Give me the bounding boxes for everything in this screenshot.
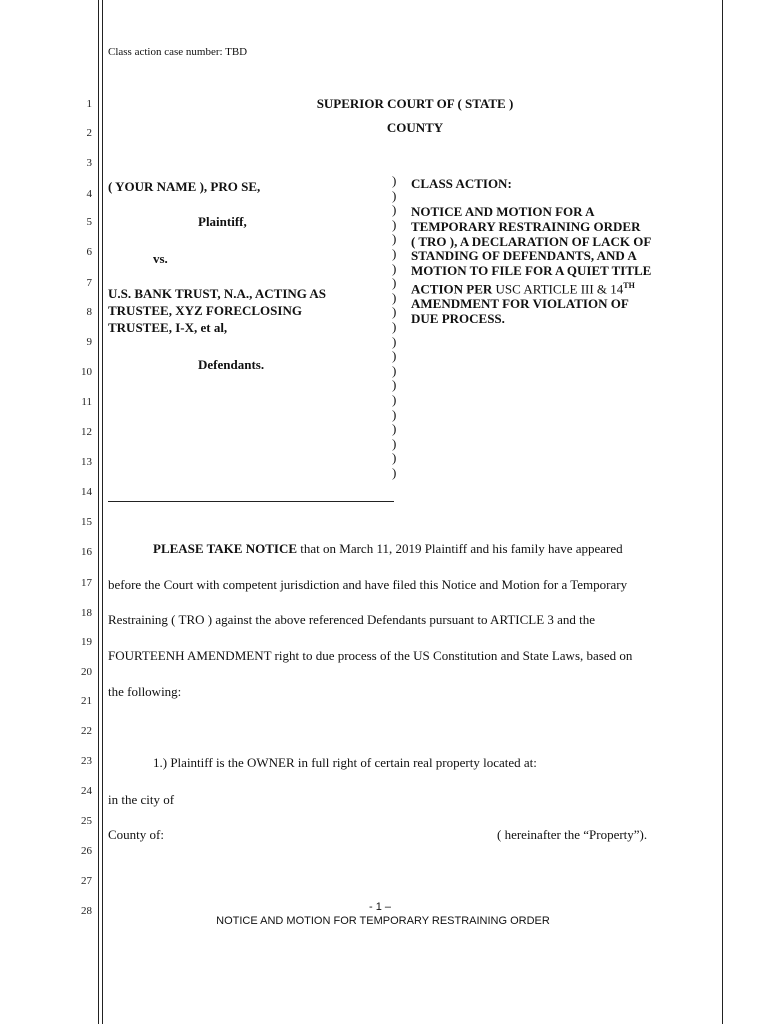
caption-paren: ): [392, 216, 397, 232]
caption-paren: ): [392, 275, 397, 291]
vs-label: vs.: [153, 251, 168, 266]
body-paragraph-line-1: [153, 541, 623, 557]
caption-paren: ): [392, 421, 397, 437]
line-number: 23: [81, 755, 92, 767]
caption-paren: ): [392, 260, 397, 276]
left-margin-rule-2: [102, 0, 103, 1024]
line-number: 11: [81, 396, 92, 408]
caption-divider: [108, 501, 394, 502]
line-number: 15: [81, 516, 92, 528]
line-number: 7: [86, 277, 92, 289]
left-margin-rule-1: [98, 0, 99, 1024]
line-number: 28: [81, 905, 92, 917]
line-number: 16: [81, 546, 92, 558]
item-1: 1.) Plaintiff is the OWNER in full right of certain real property located at:: [153, 755, 537, 770]
motion-title: [411, 205, 711, 327]
line-number: 2: [86, 127, 92, 139]
caption-paren: ): [392, 392, 397, 407]
defendant-line-2: TRUSTEE, XYZ FORECLOSING: [108, 303, 302, 318]
line-number: 6: [86, 246, 92, 258]
motion-title-line-7: AMENDMENT FOR VIOLATION OF: [411, 296, 629, 312]
line-number: 21: [81, 695, 92, 707]
caption-paren: ): [392, 348, 397, 364]
body-paragraph-line-3: Restraining ( TRO ) against the above referenced Defendants pursuant to ARTICLE 3 and the: [108, 612, 596, 627]
motion-title-line-5: MOTION TO FILE FOR A QUIET TITLE: [411, 263, 652, 279]
motion-title-line-6a: ACTION PER: [411, 281, 496, 297]
body-paragraph-line-4: FOURTEENH AMENDMENT right to due process of the US Constitution and State Laws, based on: [108, 648, 633, 663]
case-number: Class action case number: TBD: [108, 46, 248, 58]
caption-paren: ): [392, 289, 397, 305]
line-number: 25: [81, 815, 92, 827]
motion-title-line-6b: USC ARTICLE III & 14: [495, 281, 624, 297]
plaintiff-name: ( YOUR NAME ), PRO SE,: [108, 179, 261, 194]
defendant-line-3: TRUSTEE, I-X, et al,: [108, 320, 228, 335]
motion-title-line-4: STANDING OF DEFENDANTS, AND A: [411, 248, 637, 264]
class-action-heading: CLASS ACTION:: [411, 176, 512, 191]
line-number: 27: [81, 875, 92, 887]
footer-title: NOTICE AND MOTION FOR TEMPORARY RESTRAINING ORDER: [216, 915, 550, 927]
line-number: 18: [81, 607, 92, 619]
motion-title-line-3: ( TRO ), A DECLARATION OF LACK OF: [411, 233, 652, 249]
caption-paren: ): [392, 319, 397, 334]
line-number: 19: [81, 636, 92, 648]
caption-paren: ): [392, 173, 397, 188]
caption-paren: ): [392, 246, 397, 261]
motion-title-line-6-sup: TH: [623, 280, 635, 290]
county-line: County of:: [108, 827, 164, 842]
line-number: 1: [86, 98, 92, 110]
line-number: 4: [86, 188, 92, 200]
defendants-label: Defendants.: [198, 357, 265, 372]
motion-title-line-8: DUE PROCESS.: [411, 310, 505, 326]
line-number: 26: [81, 845, 92, 857]
motion-title-line-2: TEMPORARY RESTRAINING ORDER: [411, 218, 641, 234]
caption-paren: ): [392, 377, 397, 393]
body-paragraph-line-5: the following:: [108, 684, 182, 699]
line-number: 22: [81, 725, 92, 737]
caption-paren: ): [392, 202, 397, 218]
caption-paren: ): [392, 406, 397, 422]
body-line-1-rest: that on March 11, 2019 Plaintiff and his family have appeared: [297, 541, 623, 556]
motion-title-line-1: NOTICE AND MOTION FOR A: [411, 204, 595, 219]
please-take-notice: PLEASE TAKE NOTICE: [153, 541, 298, 556]
caption-paren: ): [392, 231, 397, 247]
court-county: COUNTY: [386, 120, 444, 135]
right-margin-rule: [722, 0, 723, 1024]
caption-paren: ): [392, 304, 397, 320]
caption-paren: ): [392, 362, 397, 378]
line-number: 20: [81, 666, 92, 678]
caption-paren: ): [392, 187, 397, 203]
line-number: 12: [81, 426, 92, 438]
hereinafter-property: ( hereinafter the “Property”).: [497, 827, 648, 842]
line-number: 13: [81, 456, 92, 468]
city-line: in the city of: [108, 792, 175, 807]
line-number: 14: [81, 486, 92, 498]
body-paragraph-line-2: before the Court with competent jurisdiction and have filed this Notice and Motion for a Temporary: [108, 577, 628, 592]
court-title: SUPERIOR COURT OF ( STATE ): [316, 96, 514, 111]
line-number: 8: [86, 306, 92, 318]
caption-paren: ): [392, 450, 397, 466]
motion-title-line-6: [411, 279, 711, 297]
line-number: 17: [81, 577, 92, 589]
caption-paren: ): [392, 435, 397, 451]
line-number: 10: [81, 366, 92, 378]
line-number: 24: [81, 785, 92, 797]
line-number: 5: [86, 216, 92, 228]
plaintiff-label: Plaintiff,: [198, 214, 247, 229]
defendant-line-1: U.S. BANK TRUST, N.A., ACTING AS: [108, 286, 327, 301]
line-number: 9: [86, 336, 92, 348]
line-number: 3: [86, 157, 92, 169]
caption-paren: ): [392, 465, 397, 480]
caption-paren: ): [392, 333, 397, 349]
page-number: - 1 –: [368, 901, 391, 913]
